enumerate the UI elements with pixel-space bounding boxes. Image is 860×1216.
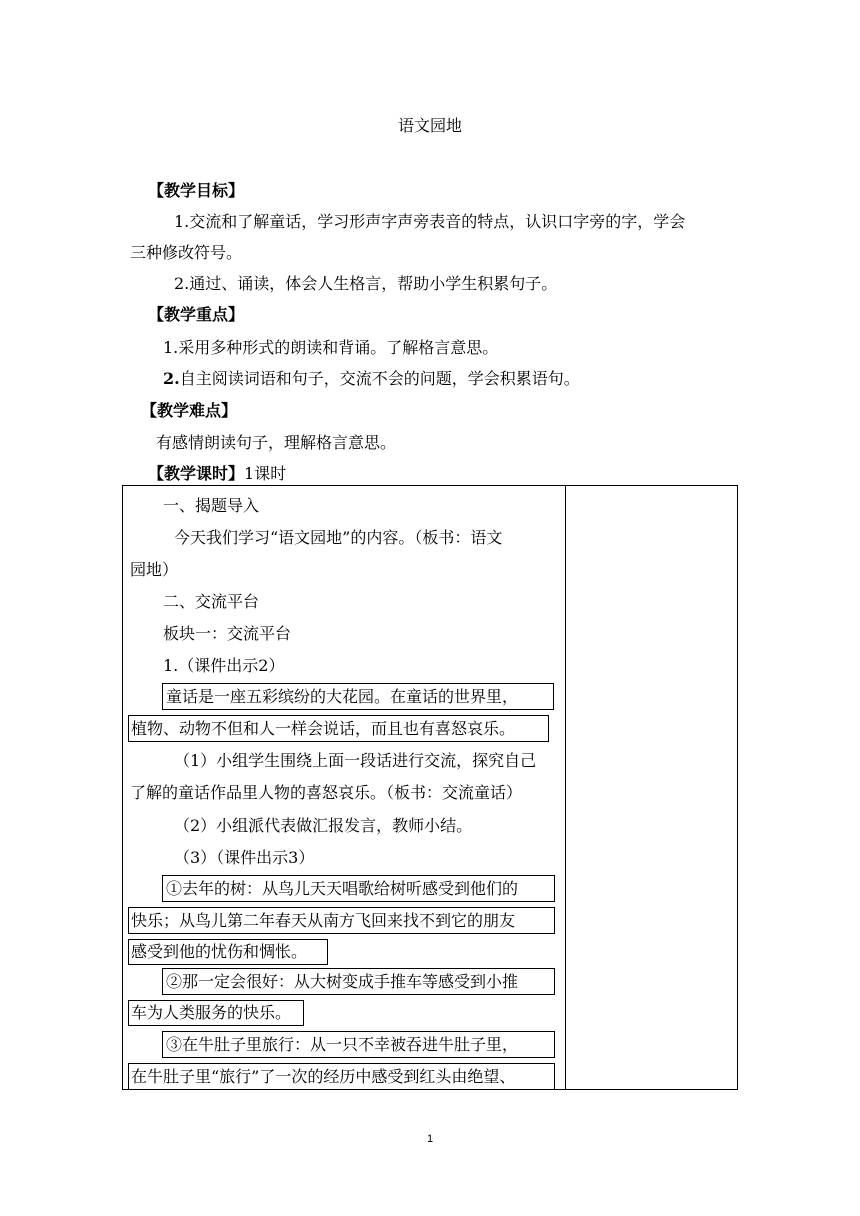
table-line: 童话是一座五彩缤纷的大花园。在童话的世界里， xyxy=(166,687,519,706)
table-line: 在牛肚子里“旅行”了一次的经历中感受到红头由绝望、 xyxy=(131,1067,516,1086)
table-line: 了解的童话作品里人物的喜怒哀乐。（板书：交流童话） xyxy=(130,783,523,802)
table-column-divider xyxy=(565,485,566,1090)
table-line: （2）小组派代表做汇报发言，教师小结。 xyxy=(174,816,473,835)
table-line: 感受到他的忧伤和惆怅。 xyxy=(131,942,308,961)
table-line: ①去年的树：从鸟儿天天唱歌给树听感受到他们的 xyxy=(166,879,519,898)
table-line: 二、交流平台 xyxy=(163,592,260,611)
table-line: 1.（课件出示2） xyxy=(163,656,285,675)
key-point-2-number: 2. xyxy=(163,369,180,388)
key-point-2 xyxy=(163,369,580,389)
table-line: 植物、动物不但和人一样会说话，而且也有喜怒哀乐。 xyxy=(131,719,516,738)
table-line: 车为人类服务的快乐。 xyxy=(131,1003,292,1022)
key-point-2-text: 自主阅读词语和句子，交流不会的问题，学会积累语句。 xyxy=(179,369,580,388)
table-line: （1）小组学生围绕上面一段话进行交流，探究自己 xyxy=(174,751,537,770)
key-points-heading: 【教学重点】 xyxy=(148,305,245,324)
objective-1-line-1: 1.交流和了解童话，学习形声字声旁表音的特点，认识口字旁的字，学会 xyxy=(174,212,686,231)
table-line: 一、揭题导入 xyxy=(163,496,260,515)
table-line: 园地） xyxy=(130,560,179,579)
objectives-heading: 【教学目标】 xyxy=(148,181,245,200)
page-number: 1 xyxy=(426,1133,434,1145)
table-line: 快乐；从鸟儿第二年春天从南方飞回来找不到它的朋友 xyxy=(131,911,516,930)
table-line: 板块一：交流平台 xyxy=(163,624,292,643)
table-line: ②那一定会很好：从大树变成手推车等感受到小推 xyxy=(166,972,519,991)
table-line: 今天我们学习“语文园地”的内容。（板书：语文 xyxy=(174,528,503,547)
objective-2: 2.通过、诵读，体会人生格言，帮助小学生积累句子。 xyxy=(174,274,558,293)
hours-value: 1课时 xyxy=(244,464,287,483)
difficulties-text: 有感情朗读句子，理解格言意思。 xyxy=(156,433,397,452)
table-line: ③在牛肚子里旅行：从一只不幸被吞进牛肚子里， xyxy=(166,1035,519,1054)
page-title: 语文园地 xyxy=(397,116,462,135)
hours-line xyxy=(148,464,286,484)
objective-1-line-2: 三种修改符号。 xyxy=(130,243,243,262)
table-line: （3）（课件出示3） xyxy=(174,848,315,867)
key-point-1: 1.采用多种形式的朗读和背诵。了解格言意思。 xyxy=(163,338,499,357)
hours-label: 【教学课时】 xyxy=(148,464,245,483)
difficulties-heading: 【教学难点】 xyxy=(141,401,238,420)
